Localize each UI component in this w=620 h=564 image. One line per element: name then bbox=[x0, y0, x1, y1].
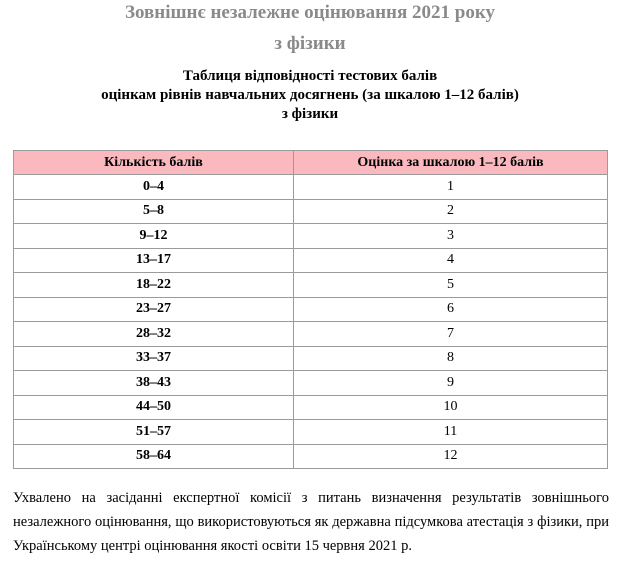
document-title-subject: з фізики bbox=[274, 33, 346, 54]
grade-cell: 10 bbox=[294, 395, 608, 420]
score-conversion-table bbox=[13, 150, 608, 469]
points-range-cell: 44–50 bbox=[14, 395, 294, 420]
points-range-cell: 51–57 bbox=[14, 420, 294, 445]
grade-cell: 6 bbox=[294, 297, 608, 322]
column-header-grade: Оцінка за шкалою 1–12 балів bbox=[294, 151, 608, 175]
grade-cell: 3 bbox=[294, 224, 608, 249]
table-row bbox=[14, 346, 608, 371]
points-range-cell: 23–27 bbox=[14, 297, 294, 322]
points-range-cell: 9–12 bbox=[14, 224, 294, 249]
grade-cell: 1 bbox=[294, 175, 608, 200]
grade-cell: 7 bbox=[294, 322, 608, 347]
grade-cell: 12 bbox=[294, 444, 608, 469]
table-row bbox=[14, 224, 608, 249]
grade-cell: 11 bbox=[294, 420, 608, 445]
approval-note: Ухвалено на засіданні експертної комісії з питань визначення результатів зовнішнього незалежного оцінювання, що використовуються як державна підсумкова атестація з фізики, при Українському центрі оцінювання якості освіти 15 червня 2021 р. bbox=[13, 490, 609, 554]
column-header-points: Кількість балів bbox=[14, 151, 294, 175]
points-range-cell: 58–64 bbox=[14, 444, 294, 469]
grade-cell: 9 bbox=[294, 371, 608, 396]
table-caption-line1: Таблиця відповідності тестових балів bbox=[182, 68, 438, 84]
table-row bbox=[14, 395, 608, 420]
table-row bbox=[14, 248, 608, 273]
points-range-cell: 5–8 bbox=[14, 199, 294, 224]
grade-cell: 8 bbox=[294, 346, 608, 371]
points-range-cell: 13–17 bbox=[14, 248, 294, 273]
table-row bbox=[14, 420, 608, 445]
table-row bbox=[14, 322, 608, 347]
points-range-cell: 18–22 bbox=[14, 273, 294, 298]
table-caption-line2: оцінкам рівнів навчальних досягнень (за шкалою 1–12 балів) bbox=[101, 87, 519, 103]
table-row bbox=[14, 371, 608, 396]
document-title: Зовнішнє незалежне оцінювання 2021 року bbox=[124, 2, 496, 23]
grade-cell: 4 bbox=[294, 248, 608, 273]
table-row bbox=[14, 444, 608, 469]
points-range-cell: 0–4 bbox=[14, 175, 294, 200]
table-row bbox=[14, 175, 608, 200]
table-row bbox=[14, 199, 608, 224]
grade-cell: 5 bbox=[294, 273, 608, 298]
table-header-row bbox=[14, 151, 608, 175]
points-range-cell: 33–37 bbox=[14, 346, 294, 371]
table-row bbox=[14, 273, 608, 298]
points-range-cell: 38–43 bbox=[14, 371, 294, 396]
table-caption-line3: з фізики bbox=[281, 106, 339, 122]
grade-cell: 2 bbox=[294, 199, 608, 224]
points-range-cell: 28–32 bbox=[14, 322, 294, 347]
table-body bbox=[14, 175, 608, 469]
table-row bbox=[14, 297, 608, 322]
